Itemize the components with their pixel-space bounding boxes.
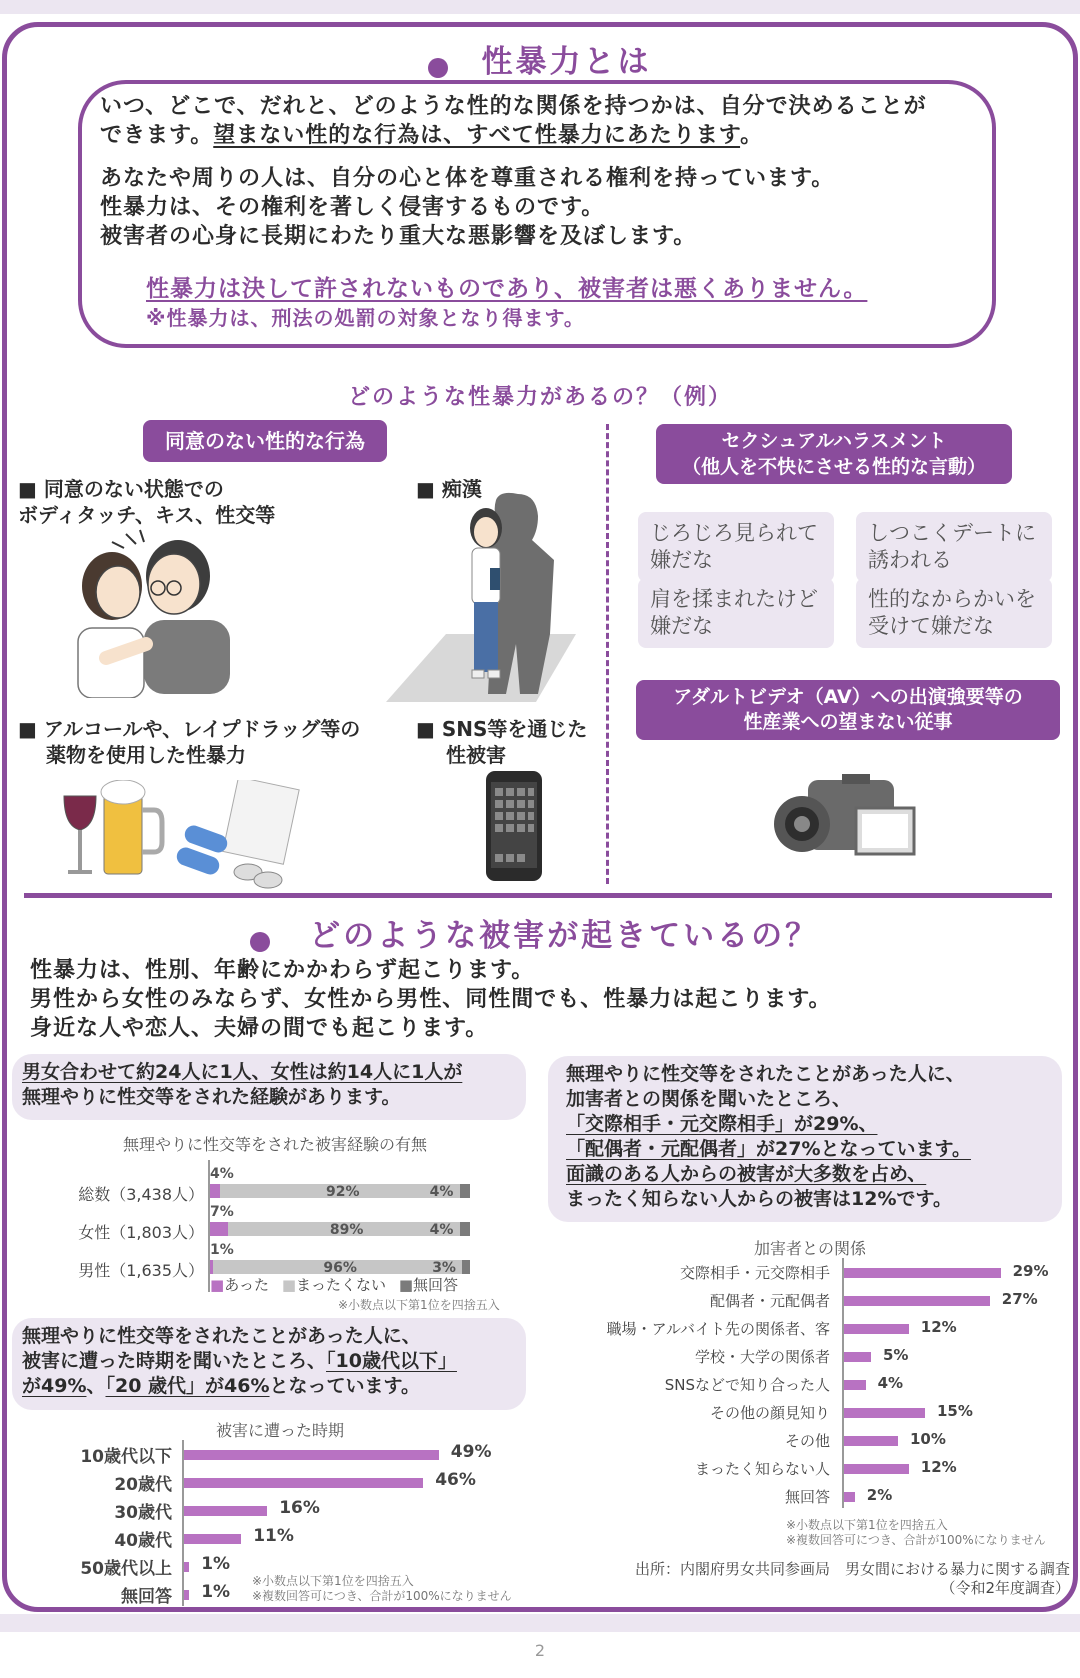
bottom-band bbox=[0, 1614, 1080, 1632]
section-divider bbox=[24, 893, 1052, 898]
chart1-value-label: 7% bbox=[210, 1204, 234, 1220]
bullet-dot-icon bbox=[250, 932, 270, 952]
chart1-bar-segment bbox=[460, 1184, 470, 1198]
chart1-bar-segment bbox=[462, 1260, 470, 1274]
types-divider bbox=[606, 424, 609, 884]
chikan-illustration bbox=[386, 484, 576, 704]
chart1-bar-segment bbox=[460, 1222, 470, 1236]
legend-label-c: 無回答 bbox=[413, 1276, 459, 1294]
chart1-value-label: 4% bbox=[429, 1184, 454, 1200]
chart3-row-label: 学校・大学の関係者 bbox=[694, 1348, 830, 1366]
chart1-value-label: 92% bbox=[326, 1184, 360, 1200]
chart3-value-label: 5% bbox=[883, 1346, 909, 1364]
chart3-bar bbox=[844, 1408, 925, 1418]
chart2-row-label: 40歳代 bbox=[114, 1531, 172, 1551]
chart2-bar bbox=[184, 1450, 439, 1460]
chart3-bar bbox=[844, 1436, 898, 1446]
def-underline: 望まない性的な行為は、すべて性暴力にあたります bbox=[213, 123, 741, 148]
chart1-legend bbox=[210, 1274, 458, 1295]
stat-box-timing-text: 無理やりに性交等をされたことがあった人に、 被害に遭った時期を聞いたところ、「10歳代以下」 が49%、「20 歳代」が46%となっています。 bbox=[22, 1325, 457, 1397]
chart3-row-label: 職場・アルバイト先の関係者、客 bbox=[606, 1320, 830, 1338]
def-para2-line3: 被害者の心身に長期にわたり重大な悪影響を及ぼします。 bbox=[100, 224, 697, 249]
chart1-row-label: 女性（1,803人） bbox=[78, 1223, 204, 1242]
chart3-bar bbox=[844, 1492, 855, 1502]
chart2-axis bbox=[182, 1440, 184, 1606]
forced-contact-illustration bbox=[66, 528, 234, 698]
alcohol-drug-illustration bbox=[58, 780, 308, 890]
chart3-bar bbox=[844, 1464, 909, 1474]
legend-label-b: まったくない bbox=[296, 1276, 387, 1294]
chart2-bar bbox=[184, 1534, 241, 1544]
chart1-value-label: 3% bbox=[432, 1260, 456, 1276]
bullet-dot-icon bbox=[428, 58, 448, 78]
chart3-row-label: 交際相手・元交際相手 bbox=[679, 1264, 830, 1282]
chart1-value-label: 4% bbox=[429, 1222, 454, 1238]
section2-heading bbox=[250, 910, 819, 955]
chart1-bar-segment bbox=[210, 1222, 228, 1236]
def-para1-line2: できます。望まない性的な行為は、すべて性暴力にあたります。 bbox=[100, 123, 764, 148]
chart1-value-label: 1% bbox=[210, 1242, 234, 1258]
legend-swatch-a: ■ bbox=[210, 1276, 225, 1294]
chart3-row-label: 無回答 bbox=[784, 1488, 830, 1506]
chart2-row-label: 無回答 bbox=[121, 1587, 172, 1607]
chart2-bar bbox=[184, 1506, 267, 1516]
example-chip-date: しつこくデートに 誘われる bbox=[856, 512, 1052, 582]
section1-title: 性暴力とは bbox=[481, 44, 652, 80]
video-camera-icon bbox=[772, 772, 920, 862]
type-item-drug: ■ アルコールや、レイプドラッグ等の 薬物を使用した性暴力 bbox=[18, 717, 361, 767]
types-heading: どのような性暴力があるの？（例） bbox=[347, 385, 732, 410]
chart2-row-label: 30歳代 bbox=[114, 1503, 172, 1523]
type-item-chikan: ■ 痴漢 bbox=[416, 477, 482, 501]
chart1-title: 無理やりに性交等をされた被害経験の有無 bbox=[122, 1135, 427, 1154]
chart3-bar bbox=[844, 1296, 990, 1306]
chart3-value-label: 27% bbox=[1001, 1290, 1038, 1308]
example-chip-teasing: 性的なからかいを 受けて嫌だな bbox=[856, 578, 1052, 648]
chart2-value-label: 49% bbox=[450, 1442, 492, 1462]
example-chip-stare: じろじろ見られて 嫌だな bbox=[638, 512, 834, 582]
chart1-bar-segment bbox=[210, 1184, 220, 1198]
example-chip-shoulder: 肩を揉まれたけど 嫌だな bbox=[638, 578, 834, 648]
chart3-bar bbox=[844, 1324, 909, 1334]
chart3-value-label: 12% bbox=[920, 1318, 957, 1336]
def-para2-line2: 性暴力は、その権利を著しく侵害するものです。 bbox=[100, 195, 605, 220]
top-band bbox=[0, 0, 1080, 14]
chart3-value-label: 29% bbox=[1012, 1262, 1049, 1280]
chart2-value-label: 46% bbox=[435, 1470, 476, 1490]
chart3-bar bbox=[844, 1380, 866, 1390]
chart2-row-label: 10歳代以下 bbox=[80, 1447, 172, 1467]
def-para2-line1: あなたや周りの人は、自分の心と体を尊重される権利を持っています。 bbox=[100, 166, 835, 191]
chart2-bar bbox=[184, 1478, 423, 1488]
av-coercion-pill: アダルトビデオ（AV）への出演強要等の 性産業への望まない従事 bbox=[636, 680, 1060, 740]
nonconsent-pill: 同意のない性的な行為 bbox=[143, 420, 387, 462]
definition-text bbox=[100, 92, 980, 333]
type-item-bodytouch: ■ 同意のない状態での ボディタッチ、キス、性交等 bbox=[18, 477, 276, 527]
legend-label-a: あった bbox=[224, 1276, 270, 1294]
chart3-value-label: 4% bbox=[877, 1374, 904, 1392]
type-item-sns: ■ SNS等を通じた 性被害 bbox=[416, 717, 588, 767]
def-emphasis: 性暴力は決して許されないものであり、被害者は悪くありません。 bbox=[146, 276, 868, 302]
chart2-row-label: 50歳代以上 bbox=[80, 1559, 172, 1579]
chart1-value-label: 4% bbox=[210, 1166, 234, 1182]
chart3-row-label: その他の顔見知り bbox=[709, 1404, 830, 1422]
chart3-note: ※小数点以下第1位を四捨五入 ※複数回答可につき、合計が100%になりません bbox=[786, 1518, 1046, 1547]
chart1-note: ※小数点以下第1位を四捨五入 bbox=[338, 1298, 500, 1312]
sexual-harassment-pill: セクシュアルハラスメント （他人を不快にさせる性的な言動） bbox=[656, 424, 1012, 484]
chart3-row-label: その他 bbox=[784, 1432, 830, 1450]
chart1-row-label: 総数（3,438人） bbox=[78, 1185, 204, 1204]
chart3-value-label: 15% bbox=[937, 1402, 973, 1420]
stat-box-perpetrator-text: 無理やりに性交等をされたことがあった人に、 加害者との関係を聞いたところ、 「交際相手・元交際相手」が29%、 「配偶者・元配偶者」が27%となっています。 面識のある人からの被害が大多数を占め、 まったく知らない人からの被害は12%です。 bbox=[566, 1063, 971, 1210]
chart1-value-label: 89% bbox=[329, 1222, 364, 1238]
chart2-bar bbox=[184, 1562, 189, 1572]
chart3-title: 加害者との関係 bbox=[753, 1239, 866, 1258]
def-note: ※性暴力は、刑法の処罰の対象となり得ます。 bbox=[146, 306, 585, 330]
chart1-value-label: 96% bbox=[323, 1260, 357, 1276]
chart3-row-label: まったく知らない人 bbox=[694, 1460, 830, 1478]
smartphone-icon bbox=[485, 770, 543, 882]
def-para1-line1: いつ、どこで、だれと、どのような性的な関係を持つかは、自分で決めることが bbox=[100, 94, 927, 119]
chart3-value-label: 12% bbox=[920, 1458, 957, 1476]
source-citation: 出所：内閣府男女共同参画局 男女間における暴力に関する調査 （令和2年度調査） bbox=[634, 1560, 1070, 1597]
chart3 bbox=[560, 1258, 1070, 1508]
chart2-note: ※小数点以下第1位を四捨五入 ※複数回答可につき、合計が100%になりません bbox=[252, 1574, 512, 1603]
chart3-bar bbox=[844, 1352, 871, 1362]
page-number: 2 bbox=[534, 1641, 546, 1660]
chart1-row-label: 男性（1,635人） bbox=[78, 1261, 204, 1280]
chart3-value-label: 10% bbox=[910, 1430, 946, 1448]
chart2-value-label: 16% bbox=[279, 1498, 320, 1518]
stat-box-experience-text: 男女合わせて約24人に1人、女性は約14人に1人が 無理やりに性交等をされた経験があります。 bbox=[22, 1061, 463, 1108]
chart3-row-label: 配偶者・元配偶者 bbox=[709, 1292, 830, 1310]
chart3-row-label: SNSなどで知り合った人 bbox=[664, 1376, 830, 1394]
chart2-value-label: 1% bbox=[201, 1582, 231, 1602]
chart3-bar bbox=[844, 1268, 1001, 1278]
chart2-value-label: 11% bbox=[253, 1526, 294, 1546]
chart2-title: 被害に遭った時期 bbox=[215, 1421, 344, 1440]
chart2-row-label: 20歳代 bbox=[114, 1475, 172, 1495]
chart2-value-label: 1% bbox=[201, 1554, 231, 1574]
legend-swatch-c: ■ bbox=[398, 1276, 413, 1294]
section2-title: どのような被害が起きているの？ bbox=[309, 918, 820, 954]
chart2-bar bbox=[184, 1590, 189, 1600]
section1-heading bbox=[0, 36, 1080, 81]
chart3-value-label: 2% bbox=[866, 1486, 893, 1504]
section2-intro: 性暴力は、性別、年齢にかかわらず起こります。 男性から女性のみならず、女性から男性、同性間でも、性暴力は起こります。 身近な人や恋人、夫婦の間でも起こります。 bbox=[30, 958, 832, 1041]
legend-swatch-b: ■ bbox=[281, 1276, 297, 1294]
